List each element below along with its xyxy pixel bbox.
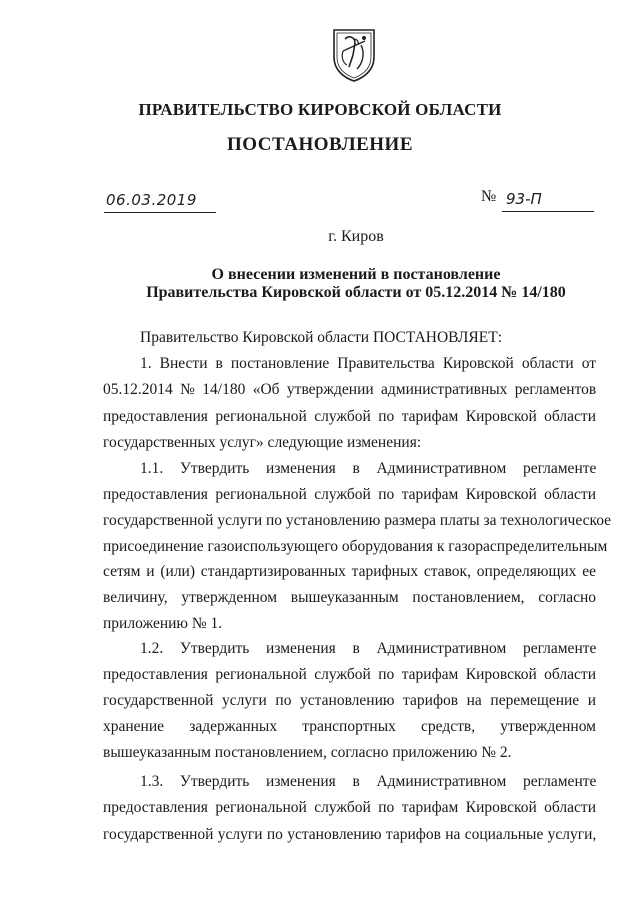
document-subject <box>0 266 640 302</box>
body-line: предоставления региональной службой по тарифам Кировской области <box>103 799 596 816</box>
body-line: величину, утвержденном вышеуказанным постановлением, согласно <box>103 589 596 606</box>
document-number: 93-П <box>506 190 542 208</box>
document-type-title: ПОСТАНОВЛЕНИЕ <box>226 134 414 155</box>
body-line: 1.3. Утвердить изменения в Административном регламенте <box>140 773 597 790</box>
body-line: предоставления региональной службой по тарифам Кировской области <box>103 486 596 503</box>
document-date: 06.03.2019 <box>106 191 197 209</box>
body-line: государственной услуги по установлению тарифов на перемещение и <box>103 692 597 709</box>
organization-title: ПРАВИТЕЛЬСТВО КИРОВСКОЙ ОБЛАСТИ <box>138 100 502 119</box>
city-label: г. Киров <box>328 228 384 245</box>
body-line: вышеуказанным постановлением, согласно приложению № 2. <box>103 744 512 761</box>
body-line: предоставления региональной службой по тарифам Кировской области <box>103 408 596 425</box>
document-number-field <box>502 190 594 212</box>
body-line: 1. Внести в постановление Правительства Кировской области от <box>140 355 597 372</box>
body-line: 1.2. Утвердить изменения в Административном регламенте <box>140 640 597 657</box>
body-line: государственной услуги по установлению тарифов на социальные услуги, <box>103 826 597 843</box>
kirov-coat-of-arms-icon <box>331 27 377 82</box>
body-line: Правительство Кировской области ПОСТАНОВЛЯЕТ: <box>140 329 503 346</box>
body-line: государственной услуги по установлению размера платы за технологическое <box>103 512 612 529</box>
subject-line-2: Правительства Кировской области от 05.12.2014 № 14/180 <box>146 284 566 301</box>
body-line: сетям и (или) стандартизированных тарифных ставок, определяющих ее <box>103 563 596 580</box>
body-line: присоединение газоиспользующего оборудования к газораспределительным <box>103 538 608 555</box>
body-line: хранение задержанных транспортных средств, утвержденном <box>103 718 596 735</box>
number-sign: № <box>481 188 497 205</box>
subject-line-1: О внесении изменений в постановление <box>211 266 501 283</box>
body-line: государственных услуг» следующие изменения: <box>103 434 422 451</box>
body-line: приложению № 1. <box>103 615 223 632</box>
document-date-field <box>104 190 216 213</box>
body-line: предоставления региональной службой по тарифам Кировской области <box>103 666 596 683</box>
body-line: 1.1. Утвердить изменения в Административном регламенте <box>140 460 597 477</box>
body-line: 05.12.2014 № 14/180 «Об утверждении административных регламентов <box>103 381 597 398</box>
